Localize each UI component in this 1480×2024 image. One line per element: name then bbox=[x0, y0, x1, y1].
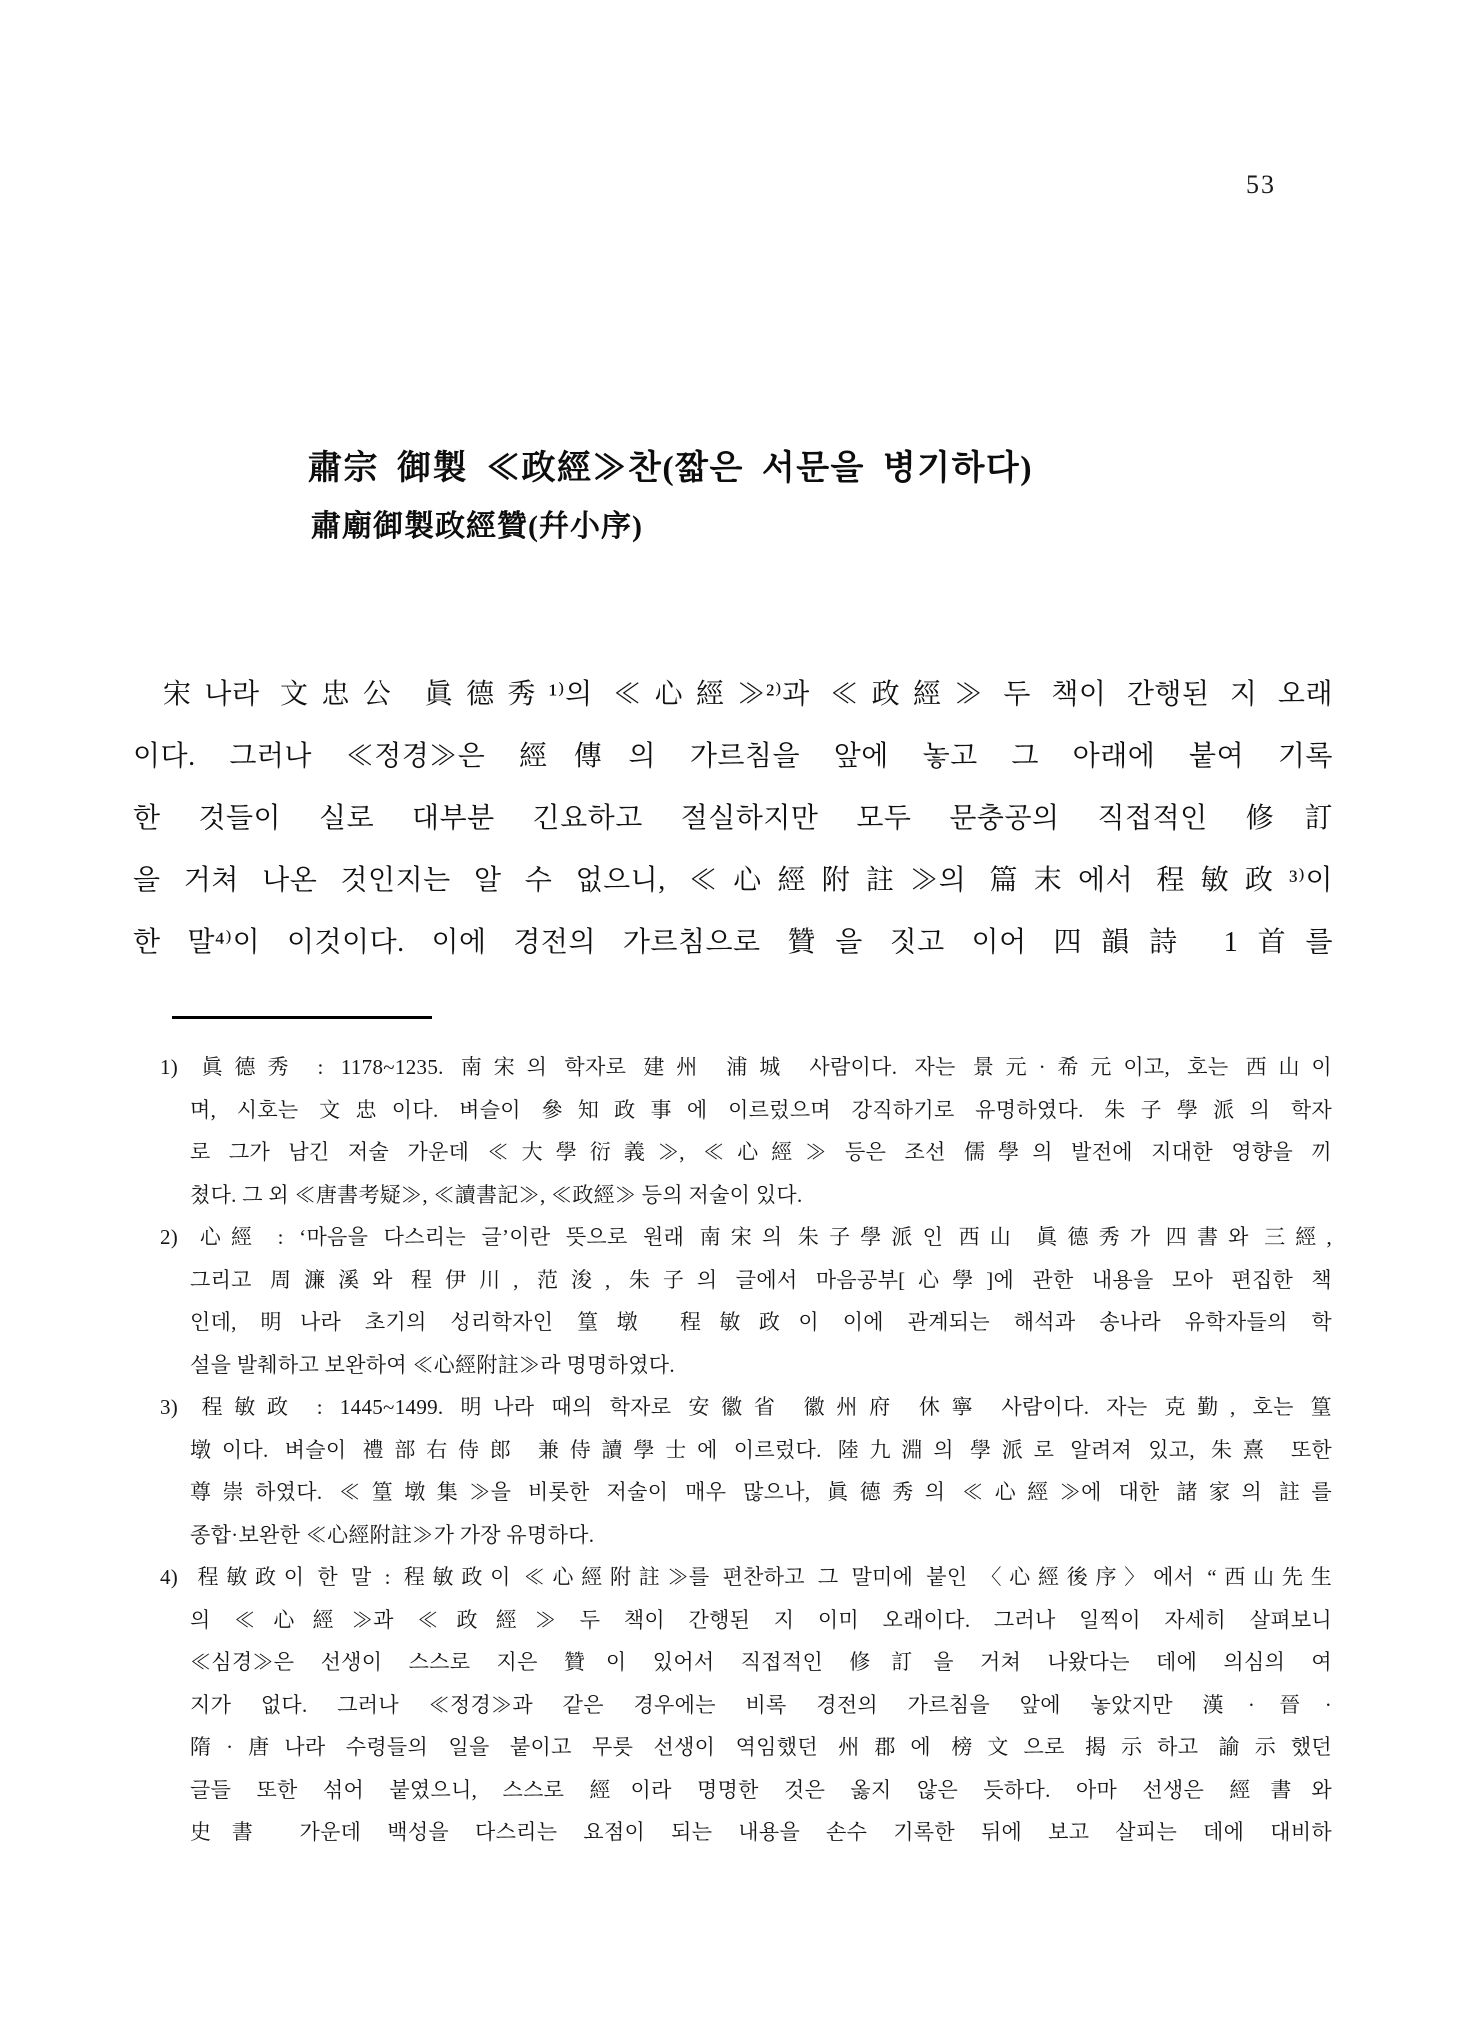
body-line: 이다. 그러나 ≪정경≫은 經傳의 가르침을 앞에 놓고 그 아래에 붙여 기록 bbox=[133, 741, 1333, 772]
footnote-text: 程敏政이 한 말 : 程敏政이 ≪心經附註≫를 편찬하고 그 말미에 붙인 〈心經後序〉에서 “西山先生 bbox=[190, 1565, 1332, 1589]
footnote-line: 로 그가 남긴 저술 가운데 ≪大學衍義≫, ≪心經≫ 등은 조선 儒學의 발전에 지대한 영향을 끼 bbox=[190, 1140, 1332, 1164]
page-number: 53 bbox=[1246, 170, 1276, 199]
footnote-line: ≪심경≫은 선생이 스스로 지은 贊이 있어서 직접적인 修訂을 거쳐 나왔다는 데에 의심의 여 bbox=[190, 1650, 1332, 1674]
footnote-marker: 2) bbox=[160, 1225, 179, 1249]
footnote-4 bbox=[160, 1556, 1332, 1854]
footnote-1 bbox=[160, 1046, 1332, 1216]
footnote-line: 史書 가운데 백성을 다스리는 요점이 되는 내용을 손수 기록한 뒤에 보고 살피는 데에 대비하 bbox=[190, 1820, 1332, 1844]
footnote-2 bbox=[160, 1216, 1332, 1386]
footnote-line: 글들 또한 섞어 붙였으니, 스스로 經이라 명명한 것은 옳지 않은 듯하다. 아마 선생은 經書와 bbox=[190, 1777, 1332, 1802]
footnote-line: 쳤다. 그 외 ≪唐書考疑≫, ≪讀書記≫, ≪政經≫ 등의 저술이 있다. bbox=[190, 1182, 803, 1207]
footnote-line: 隋·唐나라 수령들의 일을 붙이고 무릇 선생이 역임했던 州郡에 榜文으로 揭示하고 諭示했던 bbox=[190, 1735, 1332, 1759]
footnote-separator bbox=[172, 1016, 432, 1019]
page-title-hanja: 肅廟御製政經贊(幷小序) bbox=[311, 510, 643, 543]
footnote-line: 尊崇하였다. ≪篁墩集≫을 비롯한 저술이 매우 많으나, 眞德秀의 ≪心經≫에 대한 諸家의 註를 bbox=[190, 1480, 1332, 1504]
footnote-text: 心經 : ‘마음을 다스리는 글’이란 뜻으로 원래 南宋의 朱子學派인 西山 眞德秀가 四書와 三經, bbox=[190, 1225, 1332, 1249]
footnote-text: 眞德秀 : 1178~1235. 南宋의 학자로 建州 浦城 사람이다. 자는 景元·希元이고, 호는 西山이 bbox=[190, 1055, 1332, 1079]
footnote-line bbox=[160, 1556, 1332, 1599]
footnote-line: 인데, 明나라 초기의 성리학자인 篁墩 程敏政이 이에 관계되는 해석과 송나라 유학자들의 학 bbox=[190, 1310, 1332, 1334]
footnote-line: 墩이다. 벼슬이 禮部右侍郎 兼侍讀學士에 이르렀다. 陸九淵의 學派로 알려져 있고, 朱熹 또한 bbox=[190, 1437, 1332, 1462]
footnote-line: 지가 없다. 그러나 ≪정경≫과 같은 경우에는 비록 경전의 가르침을 앞에 놓았지만 漢·晉· bbox=[190, 1692, 1332, 1717]
footnote-line bbox=[160, 1046, 1332, 1089]
body-line: 宋나라 文忠公 眞德秀¹⁾의 ≪心經≫²⁾과 ≪政經≫ 두 책이 간행된 지 오래 bbox=[163, 679, 1333, 710]
body-paragraph bbox=[133, 664, 1333, 974]
footnote-text: 程敏政 : 1445~1499. 明나라 때의 학자로 安徽省 徽州府 休寧 사람이다. 자는 克勤, 호는 篁 bbox=[190, 1395, 1332, 1419]
footnote-3 bbox=[160, 1386, 1332, 1556]
footnote-marker: 3) bbox=[160, 1395, 179, 1419]
footnote-line: 설을 발췌하고 보완하여 ≪心經附註≫라 명명하였다. bbox=[190, 1352, 675, 1377]
footnote-marker: 4) bbox=[160, 1565, 179, 1589]
footnote-line bbox=[160, 1216, 1332, 1259]
body-line: 한 말⁴⁾이 이것이다. 이에 경전의 가르침으로 贊을 짓고 이어 四韻詩 1首를 bbox=[133, 927, 1333, 958]
footnote-marker: 1) bbox=[160, 1055, 179, 1079]
footnote-line: 종합·보완한 ≪心經附註≫가 가장 유명하다. bbox=[190, 1522, 595, 1547]
body-line: 한 것들이 실로 대부분 긴요하고 절실하지만 모두 문충공의 직접적인 修訂 bbox=[133, 803, 1333, 834]
footnote-line: 그리고 周濂溪와 程伊川, 范浚, 朱子의 글에서 마음공부[心學]에 관한 내용을 모아 편집한 책 bbox=[190, 1267, 1332, 1292]
body-line: 을 거쳐 나온 것인지는 알 수 없으니, ≪心經附註≫의 篇末에서 程敏政³⁾이 bbox=[133, 865, 1333, 896]
page-title-korean: 肅宗 御製 ≪政經≫찬(짧은 서문을 병기하다) bbox=[308, 450, 1034, 487]
footnotes-section bbox=[160, 1046, 1332, 1854]
footnote-line: 며, 시호는 文忠이다. 벼슬이 參知政事에 이르렀으며 강직하기로 유명하였다. 朱子學派의 학자 bbox=[190, 1097, 1332, 1122]
footnote-line bbox=[160, 1386, 1332, 1429]
footnote-line: 의 ≪心經≫과 ≪政經≫ 두 책이 간행된 지 이미 오래이다. 그러나 일찍이 자세히 살펴보니 bbox=[190, 1607, 1332, 1632]
